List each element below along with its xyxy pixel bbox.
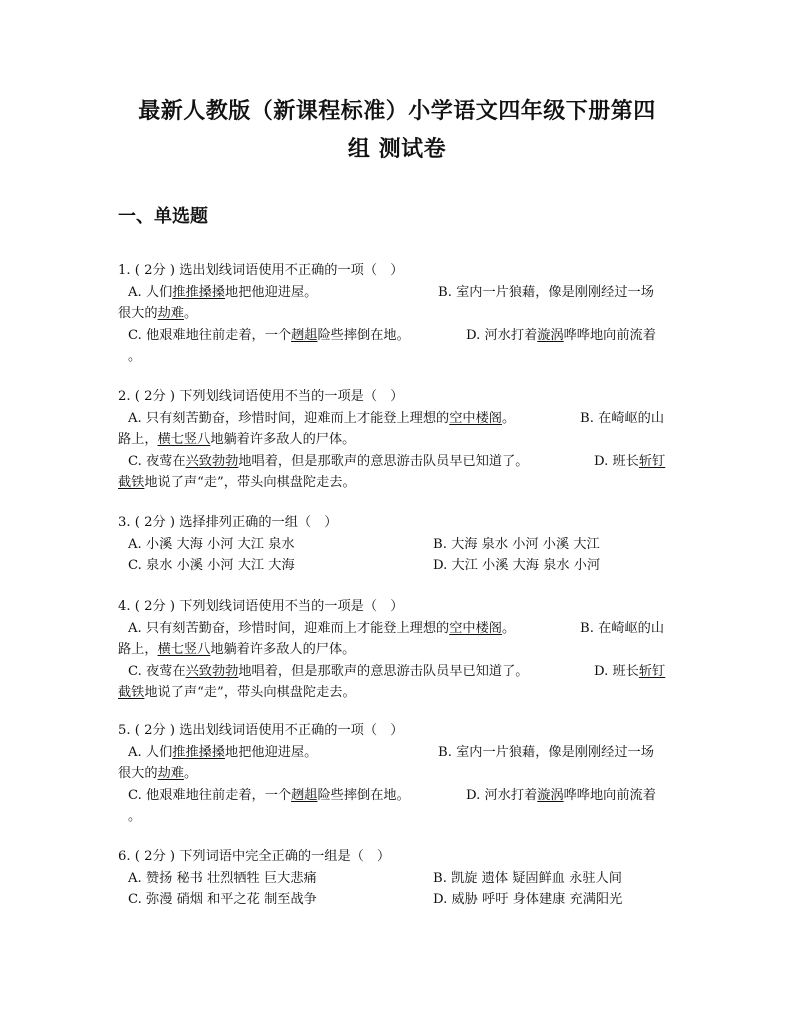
document-title (100, 92, 694, 168)
option-text: 地把他迎进屋。 (225, 744, 318, 760)
option-text: C. 他艰难地往前走着，一个 (128, 327, 292, 343)
option-text: A. 只有刻苦勤奋，珍惜时间，迎难而上才能登上理想的 (128, 620, 450, 636)
underlined-word: 斩钉 (638, 663, 666, 679)
option-text: 地把他迎进屋。 (225, 284, 318, 300)
option-text: 哗哗地向前流着 (563, 327, 656, 343)
option-text: 地说了声“走”，带头向棋盘陀走去。 (144, 685, 356, 700)
option-row (118, 868, 678, 890)
underlined-word: 兴致勃勃 (185, 453, 239, 469)
option-d-continued (118, 472, 678, 494)
option-a: A. 小溪 大海 小河 大江 泉水 (128, 536, 295, 552)
option-c (118, 785, 678, 807)
option-d: D. 大江 小溪 大海 泉水 小河 (433, 558, 601, 573)
underlined-word: 趔趄 (291, 327, 318, 343)
option-d (466, 325, 656, 347)
underlined-word: 截铁 (118, 475, 145, 490)
option-row (118, 534, 678, 556)
option-c (118, 325, 678, 347)
option-a (118, 408, 678, 430)
option-text: 路上， (118, 642, 158, 657)
option-row (118, 889, 678, 911)
underlined-word: 劫难 (157, 766, 184, 781)
option-b-continued (118, 429, 678, 451)
option-b: B. 室内一片狼藉，像是刚刚经过一场 (438, 744, 654, 760)
option-text: 地唱着，但是那歌声的意思游击队员早已知道了。 (238, 453, 529, 469)
option-d (594, 661, 665, 683)
option-a (118, 742, 678, 764)
option-text: 地躺着许多敌人的尸体。 (210, 432, 356, 447)
option-b-continued (118, 763, 678, 785)
underlined-word: 兴致勃勃 (185, 663, 239, 679)
underlined-word: 斩钉 (638, 453, 666, 469)
option-text: C. 他艰难地往前走着，一个 (128, 787, 292, 803)
option-text: 。 (501, 410, 516, 426)
option-text: A. 人们 (128, 284, 173, 300)
option-b: B. 大海 泉水 小河 小溪 大江 (433, 536, 600, 552)
section-heading: 一、单选题 (118, 206, 208, 227)
question-stem: 1. ( 2分 ) 选出划线词语使用不正确的一项（ ） (118, 263, 404, 278)
option-text: C. 夜莺在 (128, 663, 186, 679)
option-text: 地说了声“走”，带头向棋盘陀走去。 (144, 475, 356, 490)
option-d-continued: 。 (128, 349, 142, 364)
option-text: 哗哗地向前流着 (563, 787, 656, 803)
option-b: B. 在崎岖的山 (580, 410, 665, 426)
underlined-word: 趔趄 (291, 787, 318, 803)
option-text: D. 河水打着 (466, 327, 538, 343)
option-text: D. 河水打着 (466, 787, 538, 803)
option-text: 很大的 (118, 766, 158, 781)
underlined-word: 空中楼阁 (449, 410, 502, 426)
option-text: 险些摔倒在地。 (317, 787, 410, 803)
option-text: 。 (183, 766, 198, 781)
option-b: B. 在崎岖的山 (580, 620, 665, 636)
question-6 (118, 846, 678, 911)
option-text: 地躺着许多敌人的尸体。 (210, 642, 356, 657)
underlined-word: 漩涡 (537, 327, 564, 343)
title-line-1: 最新人教版（新课程标准）小学语文四年级下册第四 (138, 98, 656, 124)
question-4 (118, 596, 678, 704)
option-d: D. 威胁 呼吁 身体建康 充满阳光 (433, 892, 623, 907)
option-text: 。 (501, 620, 516, 636)
question-5 (118, 720, 678, 828)
question-stem: 5. ( 2分 ) 选出划线词语使用不正确的一项（ ） (118, 723, 404, 738)
option-c: C. 弥漫 硝烟 和平之花 制至战争 (128, 892, 317, 907)
question-stem: 3. ( 2分 ) 选择排列正确的一组（ ） (118, 515, 338, 530)
option-b: B. 凯旋 遗体 疑固鲜血 永驻人间 (433, 870, 622, 886)
underlined-word: 推推搡搡 (172, 744, 226, 760)
underlined-word: 横七竖八 (157, 642, 211, 657)
underlined-word: 推推搡搡 (172, 284, 226, 300)
option-text: D. 班长 (594, 453, 639, 469)
question-stem: 6. ( 2分 ) 下列词语中完全正确的一组是（ ） (118, 849, 391, 864)
option-text: 地唱着，但是那歌声的意思游击队员早已知道了。 (238, 663, 529, 679)
option-row (118, 555, 678, 577)
underlined-word: 漩涡 (537, 787, 564, 803)
option-d-continued: 。 (128, 809, 142, 824)
option-b: B. 室内一片狼藉，像是刚刚经过一场 (438, 284, 654, 300)
underlined-word: 横七竖八 (157, 432, 211, 447)
question-1 (118, 260, 678, 368)
option-c: C. 泉水 小溪 小河 大江 大海 (128, 558, 295, 573)
underlined-word: 空中楼阁 (449, 620, 502, 636)
option-d-continued (118, 682, 678, 704)
option-text: 。 (183, 306, 198, 321)
option-d (594, 451, 665, 473)
underlined-word: 截铁 (118, 685, 145, 700)
option-b-continued (118, 639, 678, 661)
option-d (466, 785, 656, 807)
option-text: A. 只有刻苦勤奋，珍惜时间，迎难而上才能登上理想的 (128, 410, 450, 426)
question-2 (118, 386, 678, 494)
title-line-2: 组 测试卷 (347, 136, 447, 162)
option-b-continued (118, 303, 678, 325)
option-text: A. 人们 (128, 744, 173, 760)
question-stem: 4. ( 2分 ) 下列划线词语使用不当的一项是（ ） (118, 599, 404, 614)
option-c (118, 451, 678, 473)
option-a (118, 282, 678, 304)
option-text: 路上， (118, 432, 158, 447)
option-text: C. 夜莺在 (128, 453, 186, 469)
option-text: 很大的 (118, 306, 158, 321)
option-text: 险些摔倒在地。 (317, 327, 410, 343)
option-a: A. 赞扬 秘书 壮烈牺牲 巨大悲痛 (128, 870, 317, 886)
underlined-word: 劫难 (157, 306, 184, 321)
question-3 (118, 512, 678, 577)
question-stem: 2. ( 2分 ) 下列划线词语使用不当的一项是（ ） (118, 389, 404, 404)
option-a (118, 618, 678, 640)
option-text: D. 班长 (594, 663, 639, 679)
option-c (118, 661, 678, 683)
